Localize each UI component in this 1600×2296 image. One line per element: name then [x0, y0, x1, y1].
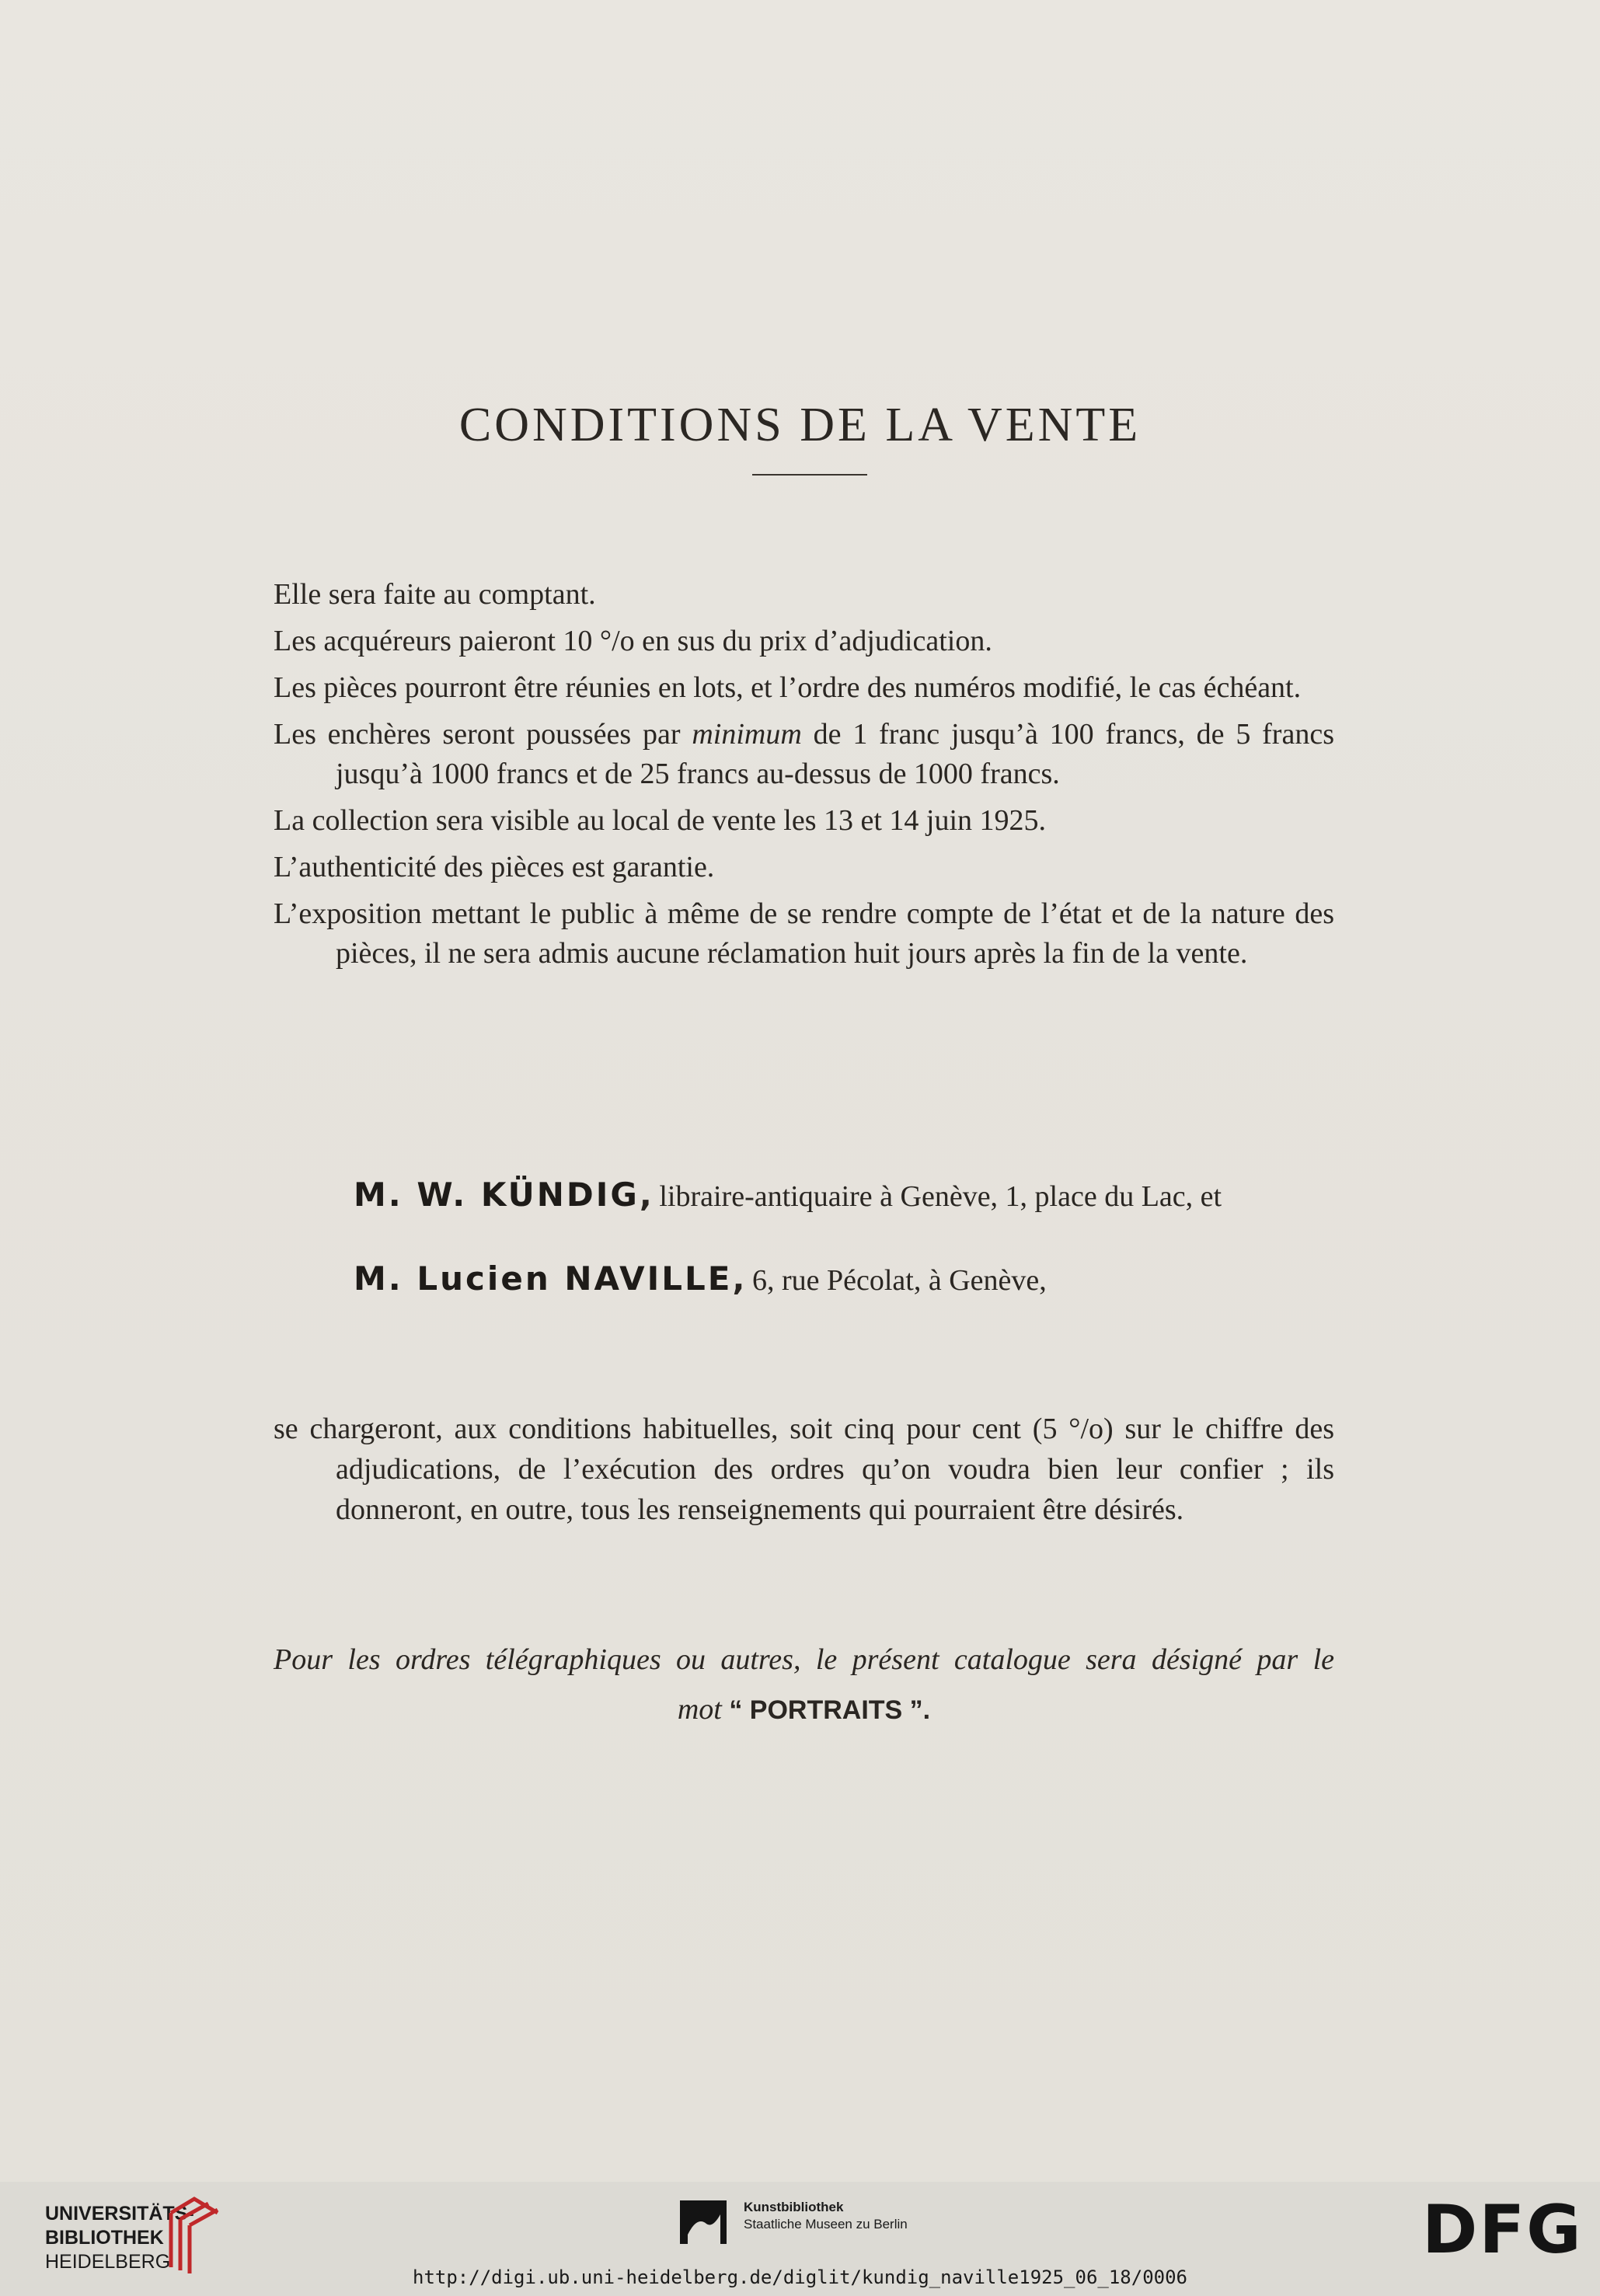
- telegraph-note: [274, 1635, 1334, 1735]
- agent-detail: libraire-antiquaire à Genève, 1, place du Lac, et: [659, 1180, 1222, 1213]
- condition-item: Elle sera faite au comptant.: [274, 578, 596, 611]
- condition-item: [274, 715, 1334, 794]
- agent-line: M. W. KÜNDIG, libraire-antiquaire à Genève, 1, place du Lac, et: [354, 1176, 1222, 1214]
- condition-item: L’authenticité des pièces est garantie.: [274, 851, 715, 883]
- agent-name: M. Lucien NAVILLE: [354, 1259, 733, 1298]
- condition-emphasis: minimum: [692, 718, 802, 751]
- agent-detail: 6, rue Pécolat, à Genève,: [751, 1264, 1047, 1297]
- agent-line: M. Lucien NAVILLE, 6, rue Pécolat, à Genève,: [354, 1259, 1047, 1298]
- page-url-link[interactable]: http://digi.ub.uni-heidelberg.de/diglit/kundig_naville1925_06_18/0006: [413, 2266, 1187, 2288]
- telegraph-line: Pour les ordres télégraphiques ou autres, le présent catalogue sera désigné par le: [274, 1643, 1334, 1676]
- dfg-logo[interactable]: DFG: [1422, 2191, 1583, 2269]
- condition-item: L’exposition mettant le public à même de se rendre compte de l’état et de la nature des pièces, il ne sera admis aucune réclamation huit jours après la fin de la vente.: [274, 897, 1334, 970]
- page-title: CONDITIONS DE LA VENTE: [458, 398, 1142, 451]
- agents-block: [354, 1172, 1337, 1340]
- kb-line: Kunstbibliothek: [744, 2200, 844, 2214]
- ub-emblem-icon: [163, 2190, 225, 2275]
- closing-paragraph: se chargeront, aux conditions habituelles, soit cinq pour cent (5 °/o) sur le chiffre des adjudications, de l’exécution des ordres qu’on voudra bien leur confier ; ils donneront, en outre, tous les renseignements qui pourraient être désirés.: [274, 1413, 1334, 1526]
- kunstbibliothek-logo-icon: [680, 2200, 727, 2244]
- condition-text: de 1 franc jusqu’à 100 francs, de 5 francs jusqu’à 1000 francs et de 25 francs au-dessus de 1000 francs.: [336, 718, 1334, 790]
- code-word: “ PORTRAITS ”.: [729, 1695, 931, 1725]
- telegraph-prefix: mot: [677, 1693, 722, 1726]
- ub-logo-line: BIBLIOTHEK: [45, 2227, 164, 2249]
- ub-logo-line: HEIDELBERG: [45, 2251, 171, 2273]
- conditions-list: [274, 575, 1334, 981]
- ub-logo-line: UNIVERSITÄTS-: [45, 2203, 194, 2225]
- kb-line: Staatliche Museen zu Berlin: [744, 2217, 908, 2232]
- telegraph-line: [274, 1685, 1334, 1735]
- title-divider: [752, 474, 867, 476]
- kunstbibliothek-label[interactable]: [744, 2199, 908, 2233]
- condition-item: Les pièces pourront être réunies en lots, et l’ordre des numéros modifié, le cas échéant.: [274, 671, 1302, 704]
- condition-item: Les acquéreurs paieront 10 °/o en sus du prix d’adjudication.: [274, 625, 992, 657]
- condition-text: Les enchères seront poussées par: [274, 718, 692, 751]
- condition-item: La collection sera visible au local de vente les 13 et 14 juin 1925.: [274, 804, 1047, 837]
- agent-name: M. W. KÜNDIG: [354, 1176, 640, 1214]
